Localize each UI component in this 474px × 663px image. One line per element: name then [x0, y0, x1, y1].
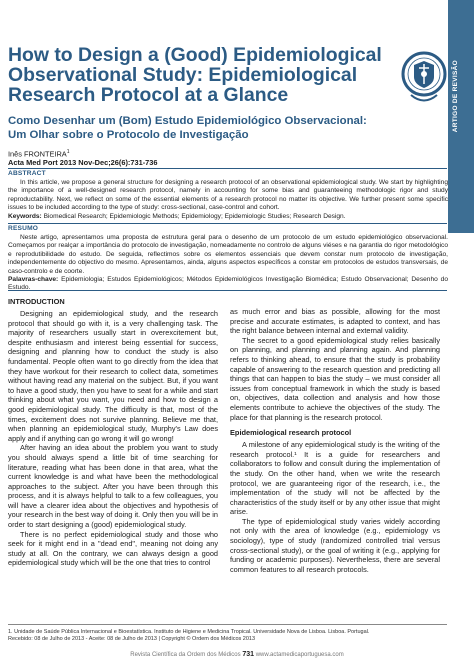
footnotes — [8, 629, 369, 643]
abstract-rule — [8, 168, 447, 169]
keywords-label: Keywords: — [8, 212, 42, 220]
title-line: How to Design a (Good) Epidemiological — [8, 44, 382, 66]
abstract-body — [8, 179, 448, 221]
author-name: Inês FRONTEIRA — [8, 149, 67, 159]
ordem-dos-medicos-seal-icon — [401, 50, 447, 108]
journal-url[interactable]: www.actamedicaportuguesa.com — [255, 652, 344, 658]
page-footer — [0, 651, 474, 658]
body-rule — [8, 290, 447, 291]
citation: Acta Med Port 2013 Nov-Dec;26(6):731-736 — [8, 158, 158, 168]
body-paragraph: The type of epidemiological study varies widely according not only with the area of knowledge (e.g., epidemiology vs sociology), type of study (randomized controlled trial versus cross-sectional study), or the goal of writing it (e.g., applying for funding or academic purposes). Nevertheless, there are several common features to all research protocols. — [230, 516, 440, 574]
subtitle-line: Um Olhar sobre o Protocolo de Investigação — [8, 128, 249, 141]
received-footnote: Recebido: 08 de Julho de 2013 - Aceite: 08 de Julho de 2013 | Copyright © Ordem dos Médicos 2013 — [8, 636, 256, 642]
author-block — [8, 148, 158, 167]
article-title — [8, 45, 398, 105]
body-paragraph: The secret to a good epidemiological study relies basically on planning, and planning and planning again. And planning refers to thinking ahead, to ensure that the study is probability capable of answering to the research question and predicting all things that can happen to bias the study – we must consider all issues from conceptual framework in which the study is based on, objectives, data collection and analysis and how those elements contribute to achieve the objectives of the study. The place for that planning is the research protocol. — [230, 335, 440, 422]
body-paragraph: There is no perfect epidemiological study and those who seek for it might end in a "dead end", meaning not doing any study at all. On the contrary, we can always design a good epidemiological study which will be the one that tries to control — [8, 529, 218, 568]
resumo-body — [8, 234, 448, 293]
body-paragraph: Designing an epidemiological study, and the research protocol that should go with it, is a very challenging task. The majority of researchers usually start in overexcitement but, despite enthusiasm and interest being essential for success, designing and planning how to conduct the study is also fundamental. People often want to go directly from the idea that they have workout for their research to collect data, sometimes without having read any material on the subject. But, if you want to have a good study, then you have to seat for a while and start thinking about what you want, you need and how to design a good epidemiological study. The difficulty is that, most of the times, excitement does not survive planning. Believe me that, when planning an epidemiological study, Murphy's Law does apply and if anything can go wrong it will go wrong! — [8, 309, 218, 443]
title-line: Observational Study: Epidemiological — [8, 64, 358, 86]
body-column-right — [230, 307, 440, 574]
page-number: 731 — [242, 651, 255, 658]
author-affiliation-mark: 1 — [66, 149, 70, 155]
introduction-heading: INTRODUCTION — [8, 297, 65, 306]
body-paragraph: After having an idea about the problem you want to study you should always spend a little bit of time searching for literature, reading what has been done in that area, what the current knowledge is and what have been the methodological approaches to the subject. After you have been through this process, and it is always helpful to talk to a few colleagues, you will have a clearer idea about the objectives and hypothesis of your research in the best way of doing it. Only then you will be in order to start designing a (good) epidemiological study. — [8, 443, 218, 530]
section-side-tab — [448, 0, 474, 233]
resumo-heading: RESUMO — [8, 225, 39, 232]
abstract-text: In this article, we propose a general structure for designing a research protocol of an observational epidemiological study. We start by highlighting the importance of a well-designed research protocol, namely in accounting for some bias and guaranteeing methodologic rigor and study reproductability. Next, we reflect on some of the essential elements of a research protocol no matter its objective. We further present some specific issues to be included according to the type of study: cross-sectional, case-control and cohort. — [8, 179, 448, 212]
palavras-chave-text: Epidemiologia; Estudos Epidemiológicos; Métodos Epidemiológicos Investigação Biomédica; Estudo Observacional; Desenho do Estudo. — [8, 276, 448, 292]
body-column-left — [8, 297, 218, 568]
resumo-rule — [8, 223, 447, 224]
resumo-text: Neste artigo, apresentamos uma proposta de estrutura geral para o desenho de um protocolo de um estudo epidemiológico observacional. Começamos por realçar a importância do protocolo de investigação, nomeadamente no controlo de alguns viéses e na garantia do rigor metodológico e reprodutibilidade do estudo. De seguida, reflectimos sobre os elementos essenciais que devem constar num protocolo de investigação, independentemente do objectivo do mesmo. Apresentamos, ainda, alguns aspectos específicos a constar em protocolos de estudos transversais, de caso-controlo e de coorte. — [8, 234, 448, 275]
abstract-keywords — [8, 213, 448, 221]
subtitle-line: Como Desenhar um (Bom) Estudo Epidemiológico Observacional: — [8, 115, 367, 127]
palavras-chave-label: Palavras-chave: — [8, 276, 59, 284]
journal-name: Revista Científica da Ordem dos Médicos — [130, 652, 241, 658]
body-paragraph: as much error and bias as possible, allowing for the most precise and accurate estimates, is adapted to context, and has the right balance between internal and external validity. — [230, 307, 440, 336]
body-paragraph: A milestone of any epidemiological study is the writing of the research protocol.¹ It is a guide for researchers and collaborators to follow and consult during the implementation of the study. On the other hand, when we write the research protocol, we are guaranteeing rigor of the research, i.e., the implementation of the study will not be affected by the characteristics of the study itself or by any other issue that might arise. — [230, 440, 440, 517]
keywords-text: Biomedical Research; Epidemiologic Methods; Epidemiology; Epidemiologic Studies; Research Design. — [43, 212, 346, 220]
side-tab-label: ARTIGO DE REVISÃO — [452, 60, 459, 133]
abstract-heading: ABSTRACT — [8, 170, 46, 177]
footnote-rule — [8, 624, 447, 625]
title-line: Research Protocol at a Glance — [8, 84, 289, 106]
article-subtitle — [8, 115, 408, 142]
affiliation-footnote: 1. Unidade de Saúde Pública Internacional e Bioestatística. Instituto de Higiene e Medicina Tropical. Universidade Nova de Lisboa. Lisboa. Portugal. — [8, 629, 370, 635]
protocol-heading: Epidemiological research protocol — [230, 428, 352, 438]
